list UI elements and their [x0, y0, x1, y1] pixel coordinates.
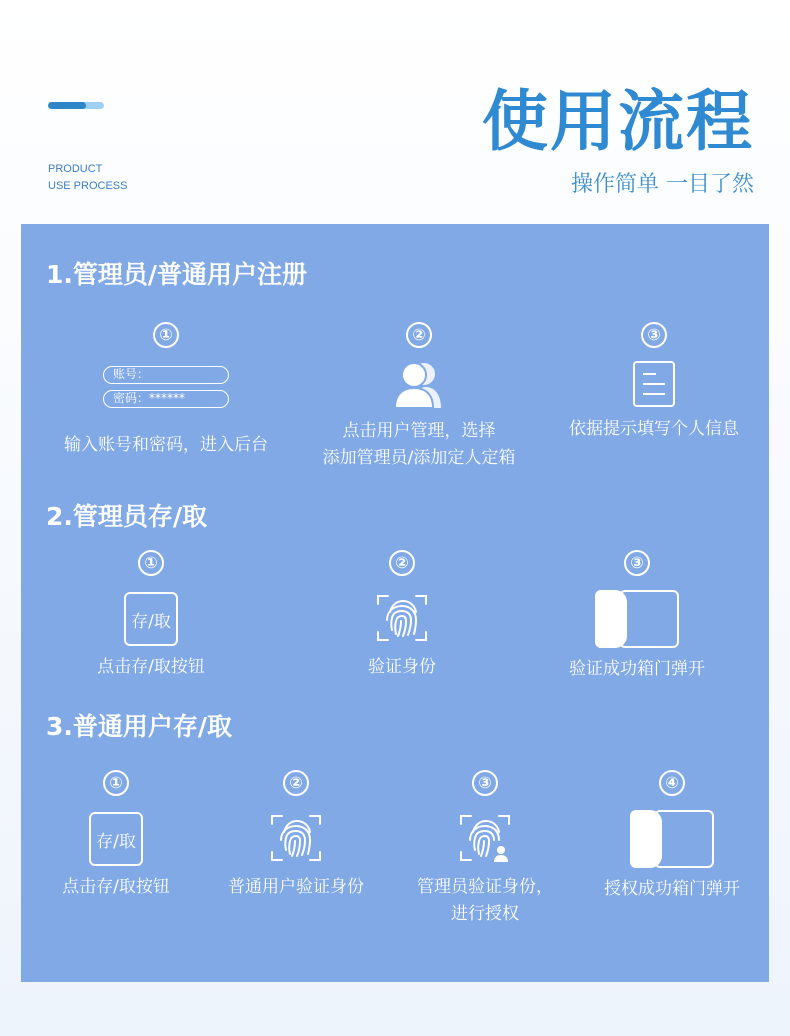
step-number: ①: [138, 550, 164, 576]
locker-frame: [654, 810, 714, 868]
step-caption: 点击存/取按钮: [97, 657, 205, 677]
step-number: ①: [103, 770, 129, 796]
accent-bar: [48, 102, 104, 109]
step-user-management: [299, 322, 539, 472]
step-caption: 普通用户验证身份: [228, 877, 364, 897]
fingerprint-icon: [374, 590, 430, 646]
step-enter-credentials: [46, 322, 286, 459]
store-take-button-icon: 存/取: [89, 812, 143, 866]
section-title-user-access: 3.普通用户存/取: [46, 712, 233, 741]
step-press-store-take: [31, 550, 271, 681]
locker-door-open-icon: [595, 590, 679, 648]
step-door-opens: [517, 550, 757, 683]
step-caption: 依据提示填写个人信息: [569, 419, 739, 439]
step-caption-line1: 点击用户管理，选择: [342, 421, 496, 441]
step-number: ③: [641, 322, 667, 348]
account-field: 账号：: [103, 366, 229, 384]
step-caption: 验证身份: [368, 657, 436, 677]
step-caption-line1: 管理员验证身份，: [417, 877, 553, 897]
step-number: ③: [624, 550, 650, 576]
english-subtitle: [48, 161, 127, 195]
step-caption-line2: 进行授权: [451, 904, 519, 924]
page-title: 使用流程: [482, 83, 754, 160]
step-caption: 点击存/取按钮: [62, 877, 170, 897]
step-number: ③: [472, 770, 498, 796]
step-number: ①: [153, 322, 179, 348]
process-panel: [21, 224, 769, 982]
store-take-button-icon: 存/取: [124, 592, 178, 646]
step-fill-info: [534, 322, 774, 443]
step-caption: 输入账号和密码，进入后台: [64, 435, 268, 455]
section-title-admin-access: 2.管理员存/取: [46, 502, 208, 531]
step-number: ④: [659, 770, 685, 796]
locker-door-open-icon: [630, 810, 714, 868]
locker-frame: [619, 590, 679, 648]
login-form-icon: [103, 366, 229, 412]
page-subtitle: 操作简单 一目了然: [571, 172, 754, 197]
step-number: ②: [283, 770, 309, 796]
users-icon: [393, 360, 445, 410]
locker-door-leaf: [595, 590, 627, 648]
step-door-opens: [552, 770, 790, 903]
english-subtitle-line1: PRODUCT: [48, 163, 103, 175]
step-number: ②: [389, 550, 415, 576]
password-field: 密码：******: [103, 390, 229, 408]
step-number: ②: [406, 322, 432, 348]
locker-door-leaf: [630, 810, 662, 868]
document-icon: [632, 360, 676, 408]
section-title-registration: 1.管理员/普通用户注册: [46, 260, 308, 289]
step-caption-line2: 添加管理员/添加定人定箱: [322, 448, 516, 468]
fingerprint-admin-icon: [457, 810, 513, 866]
english-subtitle-line2: USE PROCESS: [48, 180, 128, 192]
step-caption: 授权成功箱门弹开: [604, 879, 740, 899]
step-caption: 验证成功箱门弹开: [569, 659, 705, 679]
fingerprint-icon: [268, 810, 324, 866]
step-verify-identity: [282, 550, 522, 681]
